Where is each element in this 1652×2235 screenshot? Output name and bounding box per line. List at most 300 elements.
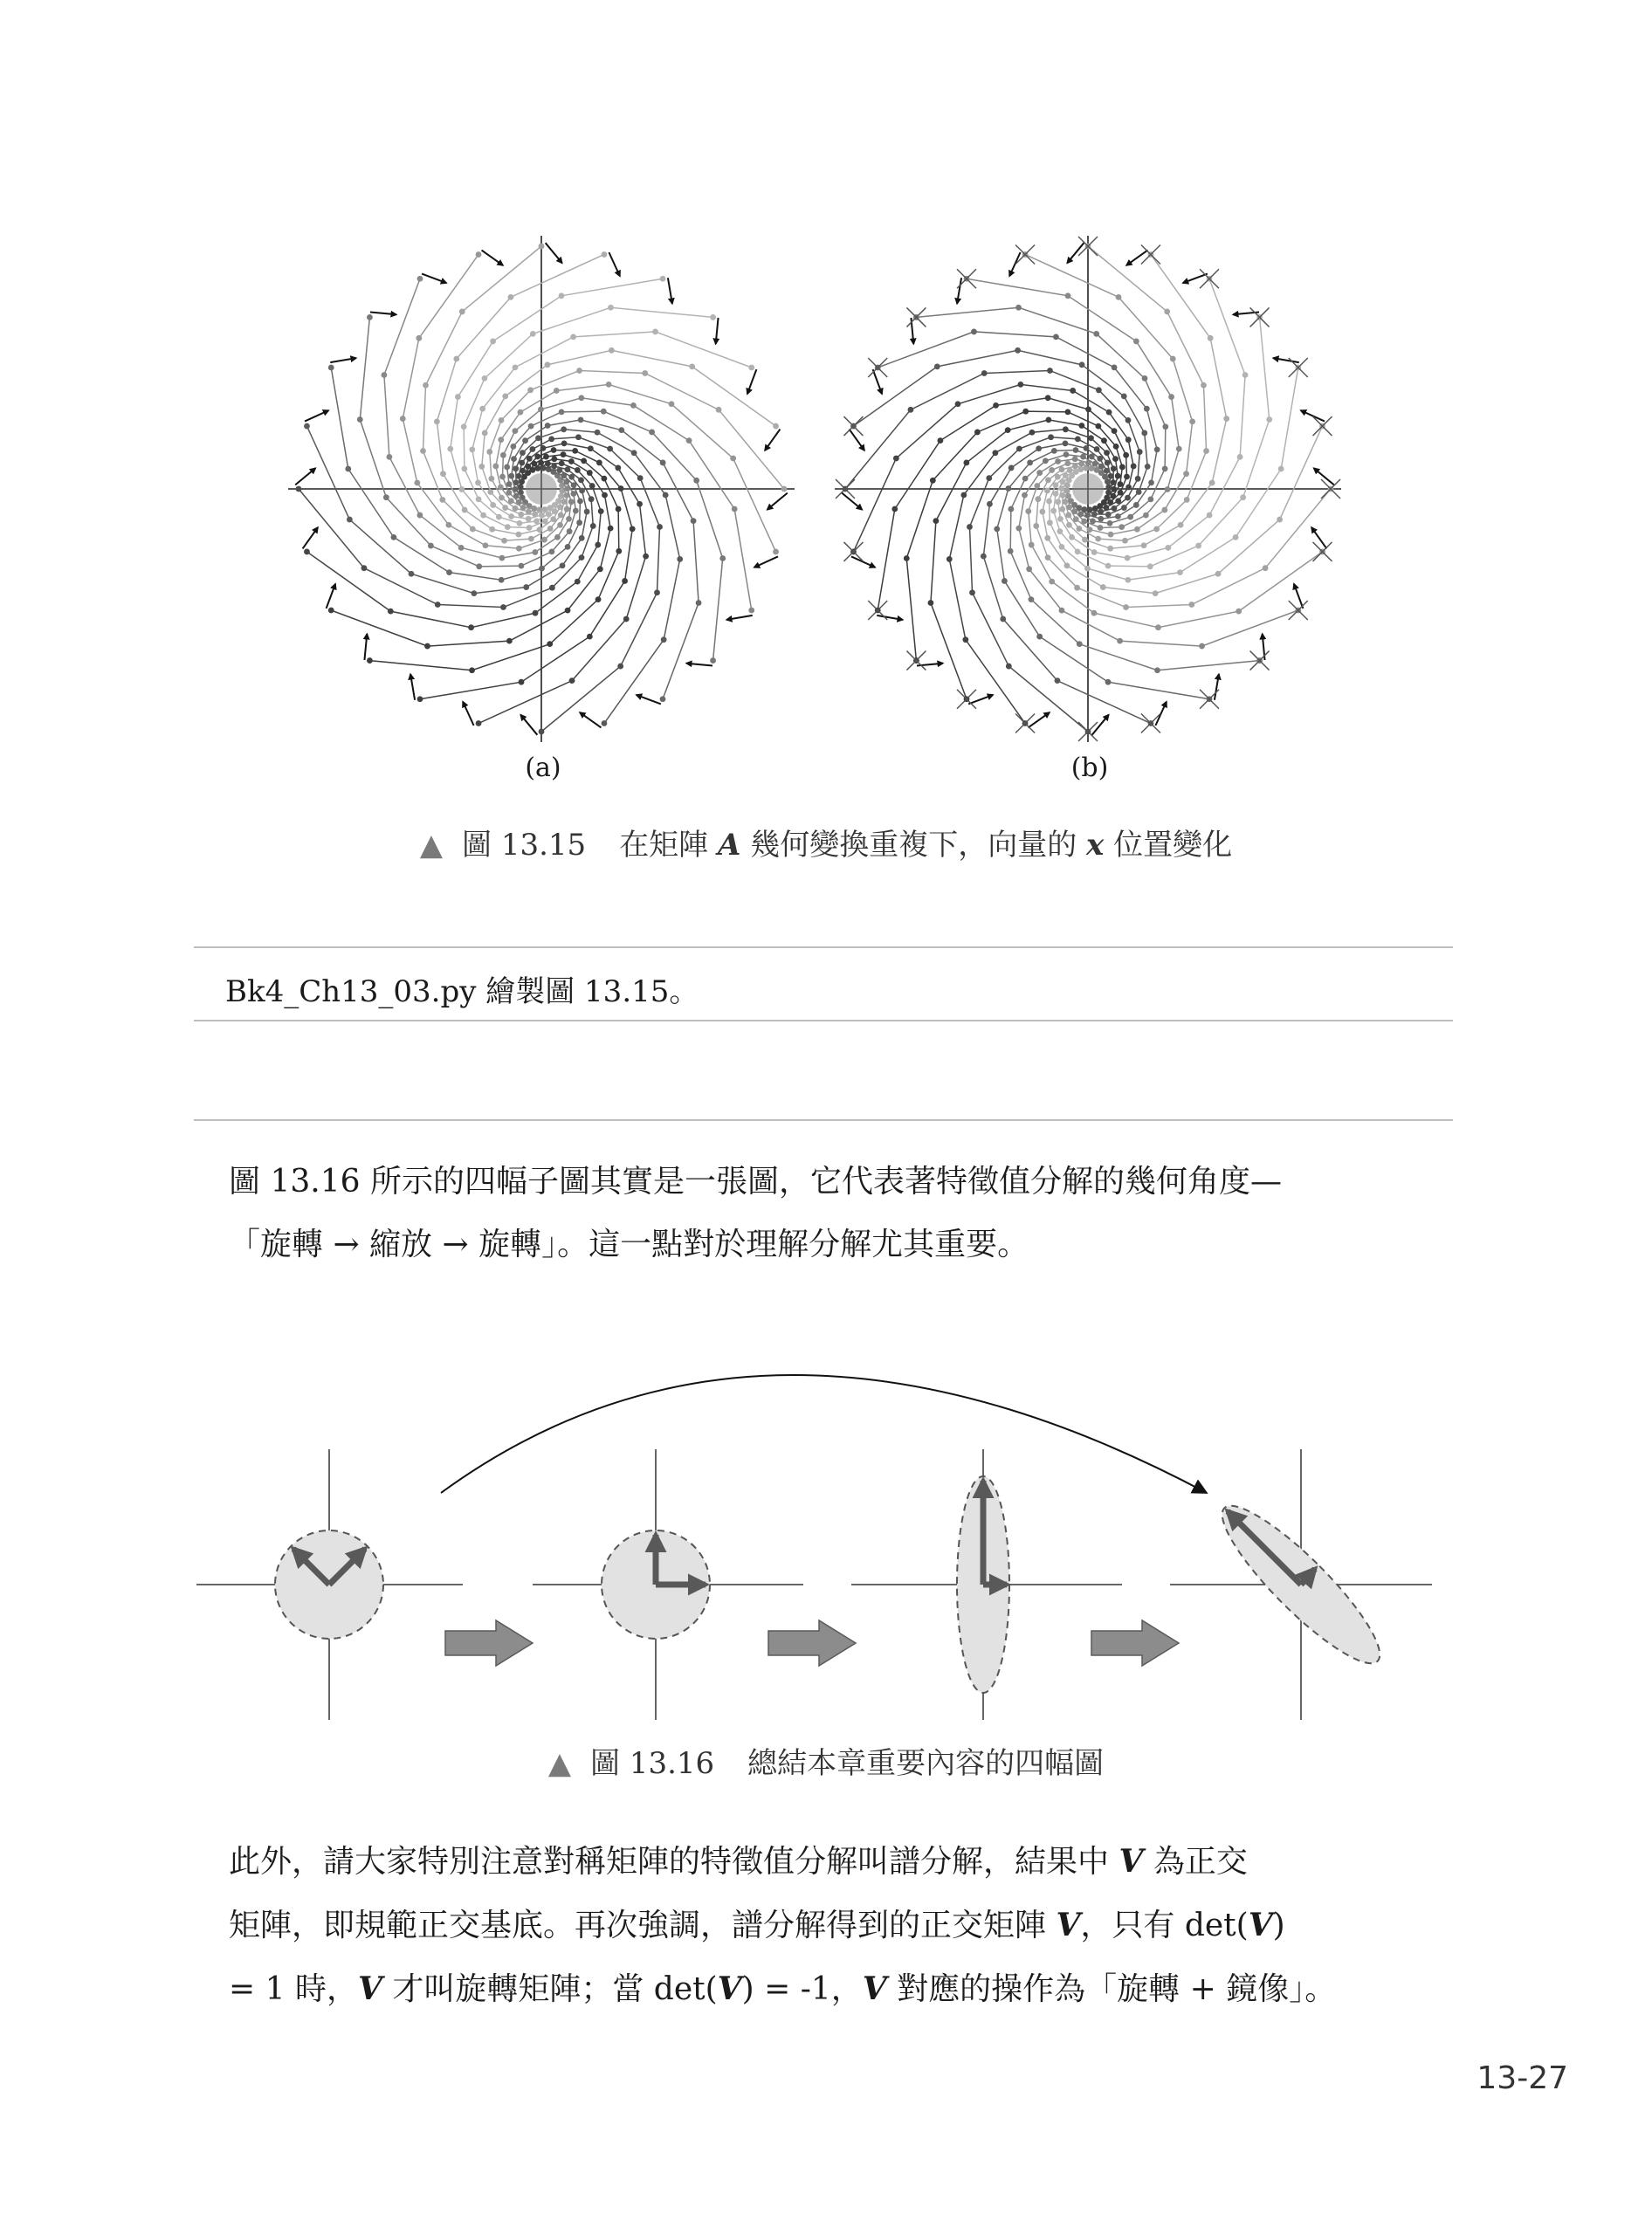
spiral-point [1082, 537, 1088, 543]
spiral-point [1036, 445, 1042, 451]
vector-arrow [422, 274, 446, 283]
spiral-point [578, 477, 584, 483]
spiral-point [616, 548, 622, 554]
spiral-point [1063, 499, 1069, 505]
spiral-point [1148, 496, 1154, 502]
spiral-point [1008, 506, 1014, 512]
spiral-point [519, 679, 525, 685]
spiral-point [1134, 526, 1140, 533]
spiral-point [439, 497, 445, 503]
spiral-point [631, 450, 637, 456]
spiral-point [1116, 294, 1122, 300]
spiral-point [1111, 486, 1117, 492]
spiral-point [1141, 542, 1147, 548]
vector-arrow [327, 584, 335, 609]
spiral-point [539, 566, 545, 572]
spiral-point [981, 370, 988, 376]
spiral-point [518, 512, 524, 518]
vector-arrow [716, 318, 719, 344]
spiral-point [1096, 387, 1102, 393]
vector-arrow [877, 615, 903, 620]
spiral-point [657, 524, 663, 530]
matrix-symbol: V [357, 1970, 382, 2007]
spiral-point [304, 549, 310, 555]
spiral-point [1015, 347, 1021, 354]
spiral-point [1101, 437, 1107, 444]
vector-arrow [463, 702, 473, 726]
spiral-point [1066, 522, 1072, 528]
spiral-point [567, 528, 573, 534]
spiral-point [483, 542, 489, 548]
spiral-point [575, 579, 581, 585]
spiral-point [607, 446, 613, 452]
vector-arrow [1273, 358, 1299, 362]
spiral-point [1045, 554, 1051, 560]
spiral-point [606, 382, 612, 388]
spiral-point [545, 361, 551, 368]
spiral-point [1029, 542, 1035, 548]
vector-arrow [482, 251, 503, 265]
spiral-point [781, 486, 788, 492]
spiral-point [608, 526, 614, 532]
spiral-point [1087, 526, 1093, 533]
spiral-point [1141, 430, 1147, 437]
spiral-point [504, 464, 510, 471]
spiral-point [1075, 436, 1081, 442]
spiral-point [587, 470, 593, 476]
spiral-point [516, 532, 522, 538]
spiral-point [1178, 522, 1184, 528]
spiral-point [565, 544, 571, 550]
spiral-point [566, 516, 572, 522]
spiral-point [528, 536, 534, 542]
vector-arrow [957, 278, 961, 304]
spiral-point [561, 451, 567, 457]
vector-arrow [767, 493, 788, 510]
spiral-point [1242, 372, 1249, 378]
spiral-point [1236, 609, 1242, 615]
spiral-point [296, 486, 302, 492]
spiral-point [615, 465, 621, 471]
spiral-point [1055, 499, 1061, 505]
matrix-symbol: V [717, 1970, 742, 2007]
spiral-point [962, 636, 968, 643]
spiral-point [530, 331, 536, 337]
spiral-point [649, 430, 655, 436]
spiral-point [1072, 456, 1078, 462]
spiral-point [1049, 579, 1055, 585]
spiral-point [1091, 610, 1098, 616]
spiral-point [1097, 456, 1103, 462]
spiral-point [1033, 523, 1039, 529]
vector-arrow [1183, 274, 1208, 283]
vector-arrow [520, 715, 537, 735]
spiral-point [1153, 590, 1159, 596]
caption-text: 幾何變換重複下，向量的 [750, 828, 1077, 863]
vector-arrow [580, 712, 601, 727]
vector-arrow [410, 674, 415, 700]
step-2-rotated-circle [533, 1449, 803, 1720]
spiral-point [1016, 446, 1022, 452]
spiral-point [538, 407, 544, 413]
caption-marker: ▲ [547, 1746, 571, 1781]
spiral-point [469, 667, 475, 673]
spiral-point [568, 499, 575, 505]
spiral-point [1076, 526, 1082, 532]
spiral-point [1063, 451, 1070, 457]
spiral-point [1104, 450, 1110, 456]
spiral-point [994, 526, 1000, 532]
spiral-plot-a [288, 236, 795, 742]
spiral-point [1119, 464, 1125, 471]
vector-arrow [747, 369, 756, 394]
spiral-point [391, 534, 397, 540]
caption-text: 總結本章重要內容的四幅圖 [747, 1746, 1105, 1781]
spiral-point [1112, 364, 1118, 370]
spiral-point [1125, 577, 1131, 583]
spiral-point [596, 460, 602, 466]
spiral-point [1035, 496, 1041, 502]
spiral-point [508, 294, 514, 300]
spiral-point [602, 476, 608, 482]
spiral-point [1074, 585, 1080, 591]
spiral-point [541, 537, 547, 543]
spiral-point [1195, 543, 1201, 549]
spiral-point [459, 486, 465, 492]
spiral-point [1266, 416, 1272, 423]
spiral-point [499, 417, 505, 423]
vector-arrow [754, 556, 778, 567]
spiral-point [1025, 508, 1031, 514]
spiral-point [1100, 584, 1106, 590]
spiral-point [663, 492, 669, 499]
spiral-point [597, 566, 603, 572]
spiral-point [520, 505, 527, 511]
spiral-point [1084, 445, 1090, 451]
spiral-point [561, 440, 568, 446]
spiral-point [1184, 497, 1190, 503]
spiral-point [710, 314, 716, 320]
spiral-point [587, 634, 593, 640]
spiral-point [535, 435, 541, 441]
spiral-point [1055, 474, 1061, 480]
spiral-point [1046, 499, 1052, 505]
spiral-point [1091, 512, 1098, 518]
spiral-point [1044, 535, 1050, 541]
spiral-point [1119, 524, 1125, 530]
matrix-symbol: V [1248, 1907, 1273, 1943]
spiral-point [1022, 409, 1029, 415]
paragraph-line [229, 1957, 1434, 2021]
spiral-point [1201, 382, 1207, 389]
spiral-point [622, 578, 628, 584]
spiral-point [1148, 479, 1154, 485]
spiral-point [590, 523, 596, 529]
spiral-point [561, 426, 567, 432]
spiral-point [1189, 418, 1195, 424]
spiral-point [637, 475, 644, 481]
vector-arrow [1311, 527, 1326, 548]
curved-arrow [441, 1375, 1207, 1493]
spiral-point [1122, 538, 1128, 544]
spiral-point [523, 584, 529, 590]
spiral-point [669, 401, 675, 407]
spiral-point [1104, 495, 1110, 501]
spiral-point [1064, 488, 1070, 494]
spiral-point [522, 437, 528, 444]
spiral-point [1093, 331, 1099, 337]
spiral-point [1108, 532, 1114, 538]
spiral-point [642, 370, 648, 376]
spiral-point [654, 589, 660, 595]
spiral-point [554, 388, 560, 394]
spiral-point [1154, 667, 1160, 673]
spiral-point [517, 520, 523, 526]
spiral-point [1115, 513, 1121, 519]
spiral-point [584, 509, 590, 515]
spiral-point [1008, 465, 1015, 471]
spiral-point [1107, 546, 1113, 552]
spiral-point [545, 423, 551, 429]
spiral-point [508, 513, 514, 519]
spiral-point [1209, 480, 1215, 486]
spiral-point [446, 569, 452, 575]
spiral-point [1233, 534, 1239, 540]
spiral-point [518, 409, 524, 416]
spiral-point [969, 589, 975, 595]
spiral-point [1064, 562, 1070, 568]
spiral-point [1165, 545, 1171, 551]
text-run: 才叫旋轉矩陣；當 det( [382, 1971, 718, 2007]
spiral-point [526, 516, 532, 522]
spiral-point [513, 428, 519, 434]
spiral-point [601, 409, 607, 415]
spiral-point [1065, 409, 1071, 415]
spiral-point [1111, 479, 1117, 485]
spiral-point [570, 334, 576, 340]
spiral-point [499, 577, 505, 583]
spiral-point [508, 498, 514, 504]
spiral-point [1034, 483, 1040, 489]
spiral-point [1123, 452, 1129, 458]
spiral-point [1098, 525, 1104, 531]
spiral-center [526, 473, 557, 505]
spiral-point [946, 556, 953, 562]
spiral-point [1015, 526, 1022, 532]
spiral-point [1155, 624, 1161, 630]
spiral-point [1027, 460, 1033, 466]
spiral-point [660, 276, 666, 282]
text-run: ，只有 det( [1080, 1908, 1249, 1943]
spiral-point [458, 545, 465, 551]
spiral-point [891, 506, 898, 512]
spiral-point [1015, 305, 1022, 311]
spiral-point [575, 467, 581, 473]
spiral-point [576, 519, 582, 526]
spiral-point [1045, 477, 1051, 483]
spiral-point [1133, 502, 1139, 508]
spiral-point [1077, 505, 1083, 511]
spiral-point [453, 356, 459, 362]
spiral-point [1106, 409, 1112, 416]
spiral-point [1005, 427, 1011, 433]
spiral-point [1085, 407, 1091, 413]
spiral-point [1115, 498, 1121, 504]
spiral-point [608, 305, 614, 311]
spiral-point [1237, 454, 1243, 460]
spiral-point [696, 600, 702, 606]
spiral-point [496, 514, 502, 520]
spiral-point [573, 508, 579, 514]
spiral-point [557, 522, 563, 528]
spiral-point [1084, 566, 1091, 572]
figure-13-16 [192, 1362, 1467, 1729]
spiral-point [1073, 447, 1079, 453]
spiral-point [1145, 464, 1151, 470]
text-run: 為正交 [1143, 1844, 1248, 1880]
subplot-label-b: (b) [1070, 753, 1109, 783]
spiral-point [478, 464, 485, 470]
spiral-point [589, 483, 595, 489]
spiral-point [1090, 519, 1096, 525]
spiral-point [598, 508, 604, 514]
spiral-point [551, 447, 557, 453]
spiral-point [1124, 474, 1130, 480]
spiral-point [1121, 505, 1127, 511]
spiral-point [468, 624, 474, 630]
spiral-point [461, 423, 467, 430]
spiral-point [1142, 375, 1148, 382]
spiral-point [1002, 578, 1008, 584]
vector-arrow [1294, 584, 1303, 609]
spiral-point [328, 608, 334, 614]
vector-arrow [726, 615, 753, 620]
spiral-point [519, 563, 525, 569]
spiral-point [987, 501, 993, 507]
spiral-point [1039, 509, 1045, 515]
spiral-point [480, 512, 486, 519]
vector-arrow [873, 369, 882, 394]
spiral-point [986, 475, 992, 481]
spiral-point [513, 465, 519, 471]
spiral-point [417, 696, 423, 702]
spiral-point [424, 643, 430, 650]
spiral-point [1036, 634, 1043, 640]
spiral-point [609, 347, 615, 354]
spiral-point [1177, 569, 1183, 575]
spiral-point [540, 445, 547, 451]
spiral-point [618, 485, 624, 492]
spiral-point [500, 604, 506, 610]
spiral-point [447, 446, 453, 452]
spiral-point [508, 473, 514, 479]
spiral-point [1053, 491, 1059, 497]
spiral-point [1113, 444, 1119, 450]
spiral-point [1208, 335, 1214, 341]
spiral-point [1057, 528, 1063, 534]
spiral-point [1053, 482, 1059, 488]
spiral-point [1112, 428, 1118, 434]
spiral-point [1073, 516, 1079, 522]
vector-arrow [303, 527, 318, 548]
spiral-point [1087, 506, 1093, 512]
spiral-point [1000, 616, 1006, 622]
caption-text: 在矩陣 [619, 828, 709, 863]
step-arrow-1 [445, 1620, 533, 1666]
spiral-point [732, 506, 738, 512]
spiral-point [1066, 478, 1072, 484]
spiral-point [1125, 495, 1131, 501]
vector-arrow [364, 634, 367, 660]
spiral-point [304, 423, 310, 430]
spiral-point [993, 402, 999, 409]
caption-number: 圖 13.16 [590, 1746, 715, 1781]
spiral-point [1094, 446, 1100, 452]
spiral-point [1089, 454, 1095, 460]
matrix-symbol: V [1119, 1843, 1144, 1880]
spiral-point [551, 456, 557, 462]
spiral-point [1112, 456, 1119, 462]
spiral-point [490, 502, 496, 508]
spiral-point [500, 452, 506, 458]
spiral-point [1080, 454, 1086, 460]
spiral-point [554, 534, 561, 540]
step-arrow-2 [768, 1620, 856, 1666]
spiral-point [1125, 437, 1132, 443]
spiral-point [1060, 492, 1066, 499]
spiral-point [1105, 484, 1112, 490]
caption-vector: x [1086, 828, 1105, 863]
spiral-point [1051, 448, 1057, 454]
spiral-point [617, 664, 623, 670]
spiral-point [1091, 549, 1098, 555]
spiral-point [382, 372, 388, 378]
spiral-point [1022, 476, 1029, 482]
spiral-point [499, 474, 506, 480]
spiral-point [345, 466, 351, 472]
spiral-point [661, 636, 667, 643]
spiral-point [479, 406, 485, 412]
caption-text: 位置變化 [1113, 828, 1233, 863]
spiral-point [547, 526, 554, 532]
spiral-point [1065, 512, 1071, 519]
spiral-point [1188, 602, 1194, 608]
spiral-point [1104, 468, 1110, 474]
spiral-point [568, 458, 575, 464]
spiral-point [459, 309, 465, 315]
spiral-point [1136, 489, 1142, 495]
spiral-point [960, 492, 967, 499]
spiral-point [730, 456, 736, 462]
spiral-point [1277, 517, 1283, 523]
spiral-point [482, 375, 488, 382]
spiral-point [445, 522, 451, 528]
paragraph-2 [229, 1830, 1434, 2021]
spiral-point [539, 244, 545, 250]
spiral-point [963, 460, 969, 466]
spiral-point [1048, 434, 1054, 440]
spiral-point [513, 364, 519, 370]
spiral-point [502, 505, 508, 511]
spiral-point [1059, 608, 1065, 614]
spiral-point [602, 251, 608, 258]
spiral-point [1022, 492, 1028, 499]
paragraph-line: 「旋轉 → 縮放 → 旋轉」。這一點對於理解分解尤其重要。 [229, 1227, 1029, 1262]
spiral-point [531, 505, 537, 512]
spiral-point [773, 423, 779, 430]
spiral-point [616, 506, 622, 512]
spiral-point [1168, 394, 1174, 400]
